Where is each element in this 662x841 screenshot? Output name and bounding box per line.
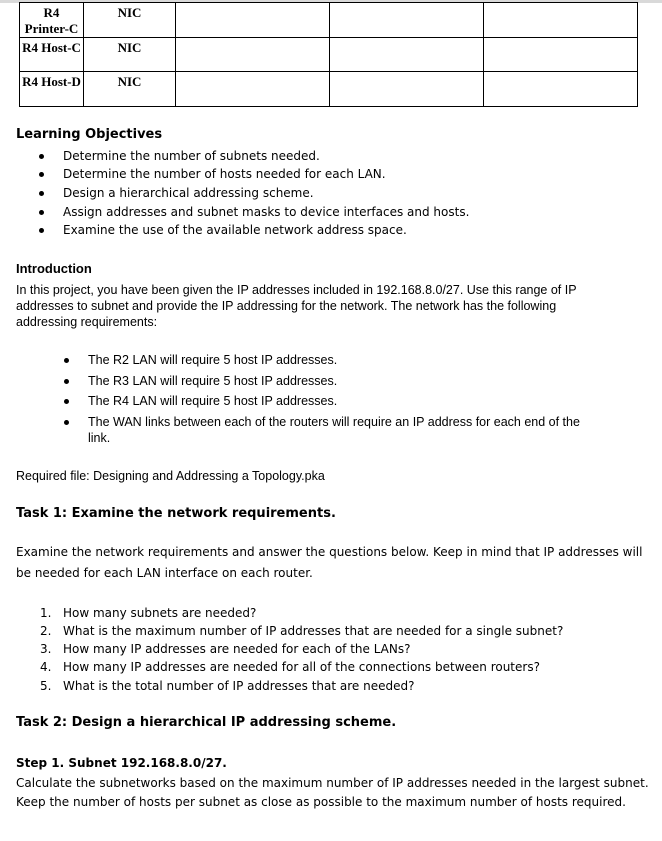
question-number: 2. (40, 624, 52, 638)
empty-cell (484, 72, 638, 107)
step1-paragraph-line: Keep the number of hosts per subnet as close as possible to the maximum number of hosts required. (16, 795, 626, 809)
objective-item: Determine the number of subnets needed. (63, 149, 320, 163)
bullet-icon (64, 399, 69, 404)
interface-cell: NIC (84, 3, 176, 38)
bullet-icon (39, 191, 44, 196)
intro-paragraph-line: addressing requirements: (16, 315, 158, 329)
required-file: Required file: Designing and Addressing a Topology.pka (16, 469, 325, 483)
bullet-icon (39, 228, 44, 233)
table-row (20, 72, 638, 107)
requirement-item: The R2 LAN will require 5 host IP addresses. (88, 353, 338, 367)
objective-item: Determine the number of hosts needed for each LAN. (63, 167, 386, 181)
device-cell: R4 Printer-C (20, 3, 84, 38)
empty-cell (176, 3, 330, 38)
table-row (20, 38, 638, 72)
question-number: 3. (40, 642, 52, 656)
bullet-icon (39, 210, 44, 215)
requirement-item: The WAN links between each of the routers will require an IP address for each end of the (88, 415, 580, 429)
objective-item: Design a hierarchical addressing scheme. (63, 186, 314, 200)
question-number: 4. (40, 660, 52, 674)
interface-cell: NIC (84, 72, 176, 107)
empty-cell (330, 3, 484, 38)
empty-cell (176, 72, 330, 107)
device-cell: R4 Host-D (20, 72, 84, 107)
step1-paragraph-line: Calculate the subnetworks based on the maximum number of IP addresses needed in the largest subnet. (16, 776, 649, 790)
question-item: What is the total number of IP addresses that are needed? (63, 679, 415, 693)
question-number: 5. (40, 679, 52, 693)
empty-cell (176, 38, 330, 72)
device-cell: R4 Host-C (20, 38, 84, 72)
objective-item: Assign addresses and subnet masks to device interfaces and hosts. (63, 205, 470, 219)
question-item: How many IP addresses are needed for each of the LANs? (63, 642, 411, 656)
empty-cell (484, 3, 638, 38)
question-item: How many IP addresses are needed for all of the connections between routers? (63, 660, 540, 674)
question-item: How many subnets are needed? (63, 606, 257, 620)
requirement-item: The R4 LAN will require 5 host IP addresses. (88, 394, 338, 408)
task2-heading: Task 2: Design a hierarchical IP addressing scheme. (16, 715, 397, 730)
question-item: What is the maximum number of IP addresses that are needed for a single subnet? (63, 624, 564, 638)
empty-cell (330, 72, 484, 107)
bullet-icon (39, 172, 44, 177)
question-number: 1. (40, 606, 52, 620)
bullet-icon (64, 358, 69, 363)
introduction-heading: Introduction (16, 261, 92, 276)
empty-cell (330, 38, 484, 72)
interface-cell: NIC (84, 38, 176, 72)
objective-item: Examine the use of the available network address space. (63, 223, 407, 237)
device-table (19, 2, 638, 107)
task1-paragraph-line: be needed for each LAN interface on each router. (16, 566, 313, 580)
task1-heading: Task 1: Examine the network requirements. (16, 506, 336, 521)
bullet-icon (39, 154, 44, 159)
step1-heading: Step 1. Subnet 192.168.8.0/27. (16, 756, 227, 770)
task1-paragraph-line: Examine the network requirements and answer the questions below. Keep in mind that IP addresses will (16, 545, 643, 559)
intro-paragraph-line: In this project, you have been given the IP addresses included in 192.168.8.0/27. Use this range of IP (16, 283, 577, 297)
bullet-icon (64, 379, 69, 384)
empty-cell (484, 38, 638, 72)
intro-paragraph-line: addresses to subnet and provide the IP addressing for the network. The network has the following (16, 299, 557, 313)
requirement-item: The R3 LAN will require 5 host IP addresses. (88, 374, 338, 388)
objectives-heading: Learning Objectives (16, 127, 163, 142)
table-row (20, 3, 638, 38)
requirement-item-continued: link. (88, 431, 111, 445)
bullet-icon (64, 420, 69, 425)
